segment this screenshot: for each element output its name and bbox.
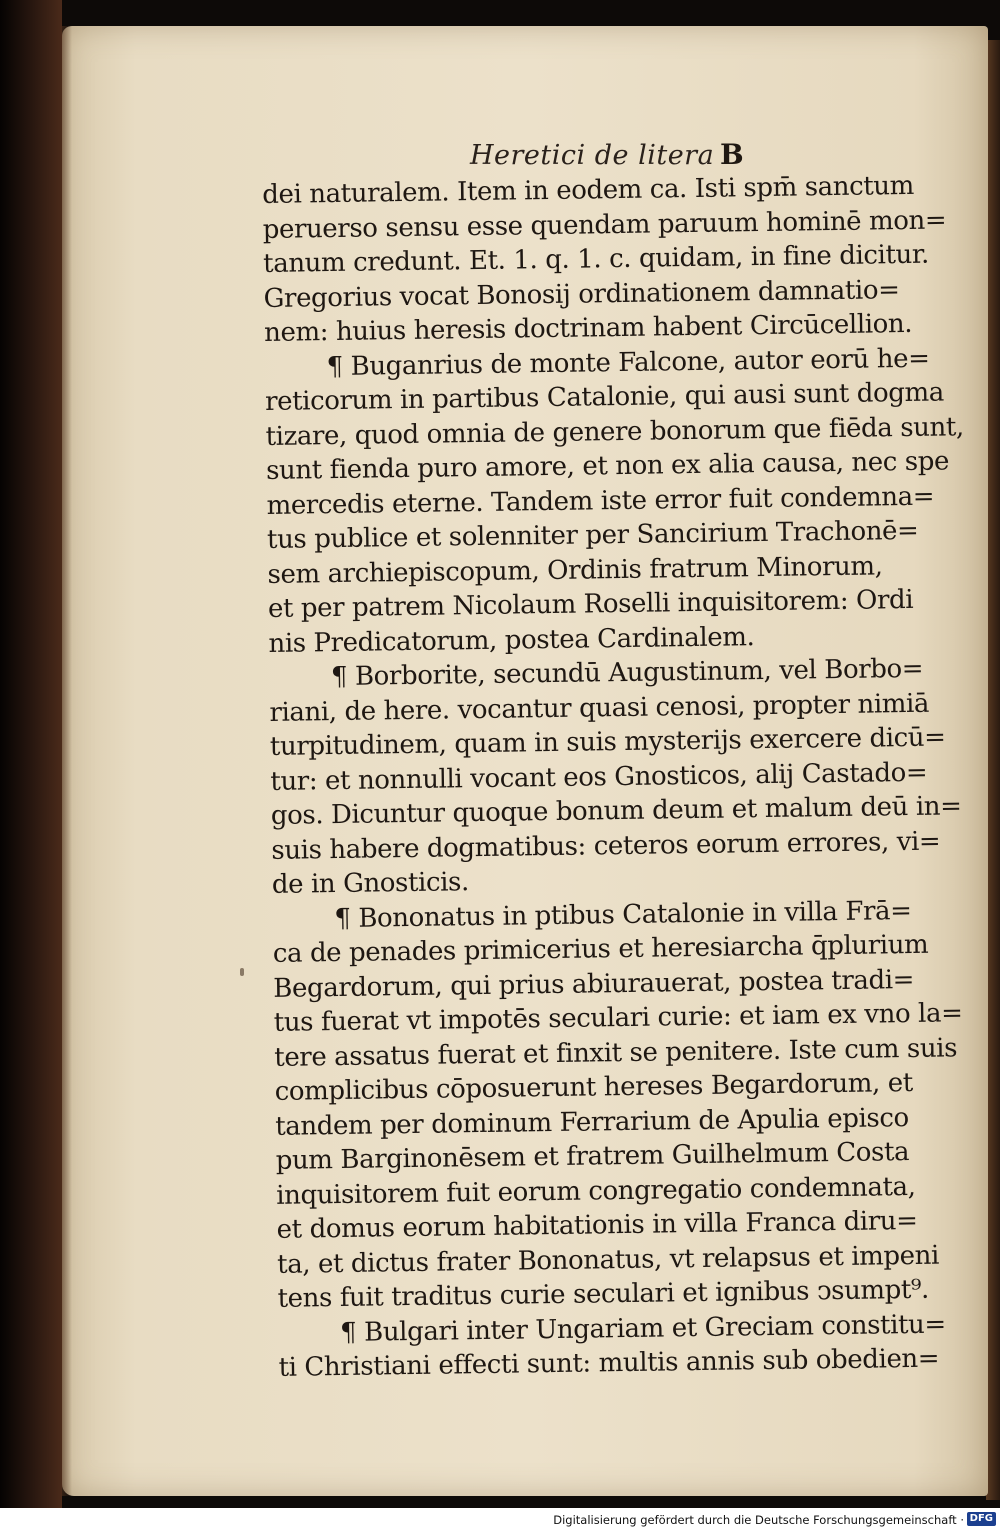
text-line: pum Barginonēsem et fratrem Guilhelmum Costa (275, 1137, 910, 1176)
page-text-block (262, 168, 979, 1385)
text-line: tizare, quod omnia de genere bonorum que fiēda sunt, (265, 411, 965, 452)
text-line: tere assatus fuerat et finxit se penitere. Iste cum suis (274, 1032, 958, 1073)
text-line: complicibus cōposuerunt hereses Begardorum, et (274, 1068, 913, 1107)
text-line: turpitudinem, quam in suis mysterijs exercere dicū= (269, 722, 946, 762)
dfg-logo-icon: DFG (967, 1512, 996, 1526)
text-line: reticorum in partibus Catalonie, qui ausi sunt dogma (264, 377, 945, 417)
book-cover-left-edge (0, 0, 62, 1508)
text-line: riani, de here. vocantur quasi cenosi, propter nimiā (269, 688, 930, 728)
text-line: nem: huius heresis doctrinam habent Circūcellion. (263, 308, 913, 348)
text-line: sunt fienda puro amore, et non ex alia causa, nec spe (265, 446, 950, 486)
text-line: et per patrem Nicolaum Roselli inquisitorem: Ordi (267, 584, 914, 624)
text-line: tanum credunt. Et. 1. q. 1. c. quidam, in fine dicitur. (262, 239, 930, 279)
text-line: mercedis eterne. Tandem iste error fuit condemna= (266, 481, 935, 521)
text-line: tens fuit traditus curie seculari et ignibus ↄsumpt⁹. (277, 1274, 930, 1314)
text-line: gos. Dicuntur quoque bonum deum et malum deū in= (270, 791, 962, 831)
text-line: tus publice et solenniter per Sancirium Trachonē= (266, 515, 919, 555)
text-line: dei naturalem. Item in eodem ca. Isti spm̄ sanctum (262, 170, 915, 210)
text-line: peruerso sensu esse quendam paruum hominē mon= (262, 204, 947, 245)
footer-bar (0, 1508, 1000, 1531)
running-head: Heretici de litera (470, 140, 715, 171)
text-line: ¶ Bononatus in ptibus Catalonie in villa Frā= (334, 895, 912, 934)
text-line: ¶ Bulgari inter Ungariam et Greciam constitu= (339, 1309, 946, 1348)
text-line: Begardorum, qui prius abiurauerat, postea tradi= (273, 964, 915, 1004)
text-line: et domus eorum habitationis in villa Franca diru= (276, 1205, 918, 1245)
text-line: suis habere dogmatibus: ceteros eorum errores, vi= (271, 826, 941, 866)
margin-spot (240, 968, 244, 976)
book-page-edges-right (986, 40, 1000, 1500)
digitization-credit: Digitalisierung gefördert durch die Deutsche Forschungsgemeinschaft · (553, 1513, 964, 1527)
text-line: tur: et nonnulli vocant eos Gnosticos, alij Castado= (270, 757, 928, 797)
text-line: nis Predicatorum, postea Cardinalem. (268, 621, 755, 659)
text-line: Gregorius vocat Bonosij ordinationem damnatio= (263, 274, 900, 314)
text-line: de in Gnosticis. (271, 867, 470, 900)
text-line: ¶ Borborite, secundū Augustinum, vel Borbo= (330, 653, 924, 693)
text-line: ti Christiani effecti sunt: multis annis sub obedien= (278, 1343, 940, 1383)
text-line: ca de penades primicerius et heresiarcha q̄plurium (272, 929, 929, 969)
text-line: tus fuerat vt impotēs seculari curie: et iam ex vno la= (273, 998, 963, 1038)
text-line: tandem per dominum Ferrarium de Apulia episco (275, 1102, 909, 1142)
text-line: ¶ Buganrius de monte Falcone, autor eorū he= (326, 343, 930, 382)
signature-mark: B (720, 138, 744, 171)
text-line: ta, et dictus frater Bononatus, vt relapsus et impeni (276, 1240, 940, 1280)
text-line: sem archiepiscopum, Ordinis fratrum Minorum, (267, 550, 883, 590)
text-line: inquisitorem fuit eorum congregatio condemnata, (275, 1171, 916, 1211)
page-gutter-shadow (62, 26, 72, 1496)
